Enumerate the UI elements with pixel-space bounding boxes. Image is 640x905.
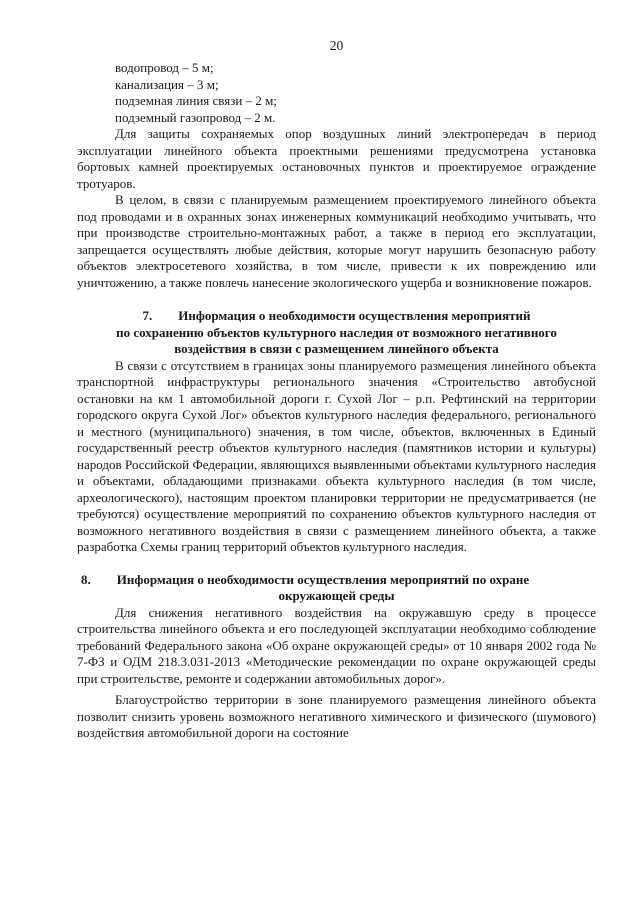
section-8-number: 8. — [81, 571, 91, 587]
section-7-title-line-3: воздействия в связи с размещением линейного объекта — [174, 341, 499, 356]
section-8-body-1: Для снижения негативного воздействия на окружавшую среду в процессе строительства линейного объекта и его последующей эксплуатации необходимо соблюдение требований Федерального закона «Об охране окружающей среды» от 10 января 2002 года № 7-ФЗ и ОДМ 218.3.031-2013 «Методические рекомендации по охране окружающей среды при строительстве, ремонте и содержании автомобильных дорог». — [77, 604, 596, 686]
list-item: подземная линия связи – 2 м; — [115, 93, 277, 108]
list-item: водопровод – 5 м; — [115, 60, 214, 75]
utility-distance-list — [77, 60, 596, 126]
section-7-number: 7. — [142, 308, 153, 323]
section-8-title-line-1: 8. Информация о необходимости осуществления мероприятий по охране — [81, 571, 530, 587]
list-item: подземный газопровод – 2 м. — [115, 109, 276, 125]
section-7-title-line-1: 7. Информация о необходимости осуществления мероприятий — [142, 308, 531, 323]
paragraph-protection: Для защиты сохраняемых опор воздушных линий электропередач в период эксплуатации линейного объекта проектными решениями предусмотрена установка бортовых камней проектируемых остановочных пунктов и проектируемое ограждение тротуаров. — [77, 126, 596, 191]
section-8-title-line-2: окружающей среды — [278, 588, 395, 603]
section-7-heading — [77, 308, 596, 358]
section-7-body: В связи с отсутствием в границах зоны планируемого размещения линейного объекта транспортной инфраструктуры регионального значения «Строительство автобусной остановки на км 1 автомобильной дороги г. Сухой Лог – р.п. Рефтинский на территории городского округа Сухой Лог» объектов культурного наследия федерального, регионального и местного (муниципального) значения, в том числе, объектов, включенных в Единый государственный реестр объектов культурного наследия (памятников истории и культуры) народов Российской Федерации, являющихся выявленными объектами культурного наследия и объектами, обладающими признаками объекта культурного наследия (в том числе, археологического), настоящим проектом планировки территории не предусматривается (не требуются) осуществление мероприятий по сохранению объектов культурного наследия от возможного негативного воздействия в связи с размещением линейного объекта, а также разработка Схемы границ территорий объектов культурного наследия. — [77, 357, 596, 554]
section-8-body-2: Благоустройство территории в зоне планируемого размещения линейного объекта позволит снизить уровень возможного негативного химического и физического (шумового) воздействия автомобильной дороги на состояние — [77, 692, 596, 740]
section-7-title-line-2: по сохранению объектов культурного наследия от возможного негативного — [116, 324, 557, 340]
list-item: канализация – 3 м; — [115, 76, 219, 92]
section-8-heading — [77, 572, 596, 605]
paragraph-overall: В целом, в связи с планируемым размещением проектируемого линейного объекта под проводами и в охранных зонах инженерных коммуникаций необходимо учитывать, что при производстве строительно-монтажных работ, а также в период его эксплуатации, запрещается осуществлять любые действия, которые могут нарушить безопасную работу объектов электросетевого хозяйства, в том числе, привести к их повреждению или уничтожению, а также повлечь нанесение экологического ущерба и возникновение пожаров. — [77, 192, 596, 290]
page-number: 20 — [329, 38, 344, 53]
